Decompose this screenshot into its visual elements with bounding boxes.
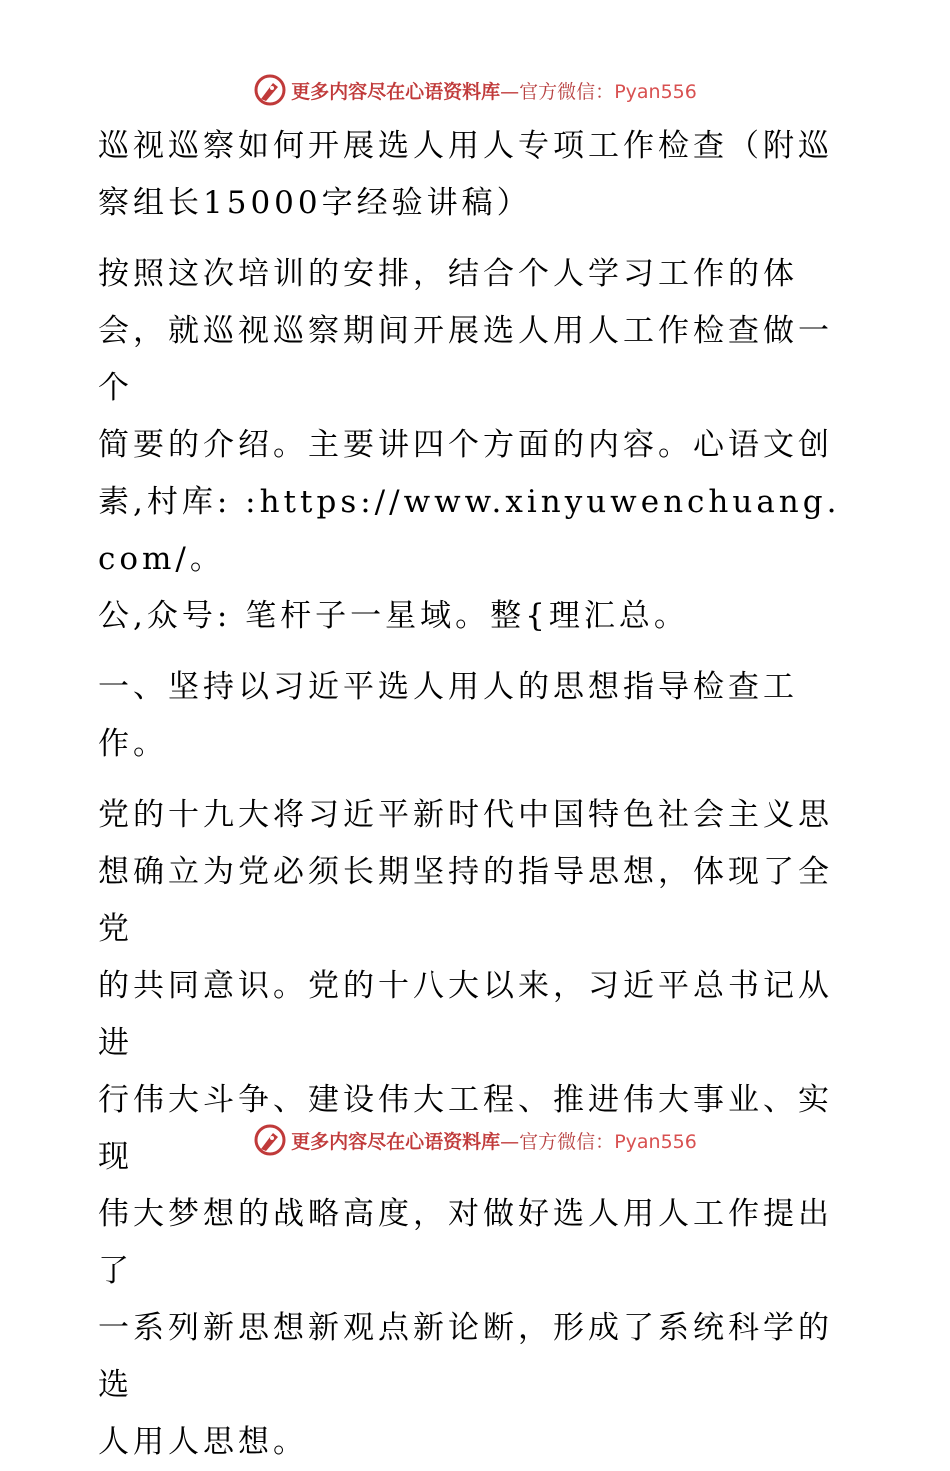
text-line: 行伟大斗争、建设伟大工程、推进伟大事业、实现 — [98, 1082, 833, 1175]
text-line: 按照这次培训的安排，结合个人学习工作的体 — [98, 256, 798, 292]
title-line: 察组长15000字经验讲稿） — [98, 185, 532, 221]
section-heading-1 — [98, 659, 858, 773]
text-line: 会，就巡视巡察期间开展选人用人工作检查做一个 — [98, 313, 833, 406]
heading-line: 一、坚持以习近平选人用人的思想指导检查工 — [98, 669, 798, 705]
banner-wechat-label: 官方微信： — [519, 80, 615, 103]
text-line: 的共同意识。党的十八大以来，习近平总书记从进 — [98, 968, 833, 1061]
banner-main-text: 更多内容尽在心语资料库 — [291, 80, 501, 103]
banner-wechat-label: 官方微信： — [519, 1130, 615, 1153]
pen-nib-logo-icon — [253, 73, 287, 107]
banner-wechat-id: Pyan556 — [614, 80, 697, 103]
text-line: 简要的介绍。主要讲四个方面的内容。心语文创 — [98, 427, 833, 463]
banner-dash: — — [500, 1130, 520, 1153]
document-body — [98, 118, 858, 1471]
text-line: 人用人思想。 — [98, 1424, 308, 1460]
text-line: 公,众号: 笔杆子一星域。整{理汇总。 — [98, 598, 689, 634]
pen-nib-logo-icon — [253, 1123, 287, 1157]
header-banner — [0, 70, 950, 110]
banner-text — [291, 1127, 697, 1154]
text-line: 伟大梦想的战略高度，对做好选人用人工作提出了 — [98, 1196, 833, 1289]
banner-text — [291, 77, 697, 104]
intro-paragraph — [98, 246, 858, 645]
heading-line: 作。 — [98, 726, 168, 762]
text-line: 想确立为党必须长期坚持的指导思想，体现了全党 — [98, 854, 833, 947]
title-line: 巡视巡察如何开展选人用人专项工作检查（附巡 — [98, 128, 833, 164]
footer-banner — [0, 1120, 950, 1160]
text-line: 党的十九大将习近平新时代中国特色社会主义思 — [98, 797, 833, 833]
banner-wechat-id: Pyan556 — [614, 1130, 697, 1153]
banner-main-text: 更多内容尽在心语资料库 — [291, 1130, 501, 1153]
text-line: 素,村库: :https://www.xinyuwenchuang.com/。 — [98, 484, 841, 577]
document-title — [98, 118, 858, 232]
banner-dash: — — [500, 80, 520, 103]
text-line: 一系列新思想新观点新论断，形成了系统科学的选 — [98, 1310, 833, 1403]
